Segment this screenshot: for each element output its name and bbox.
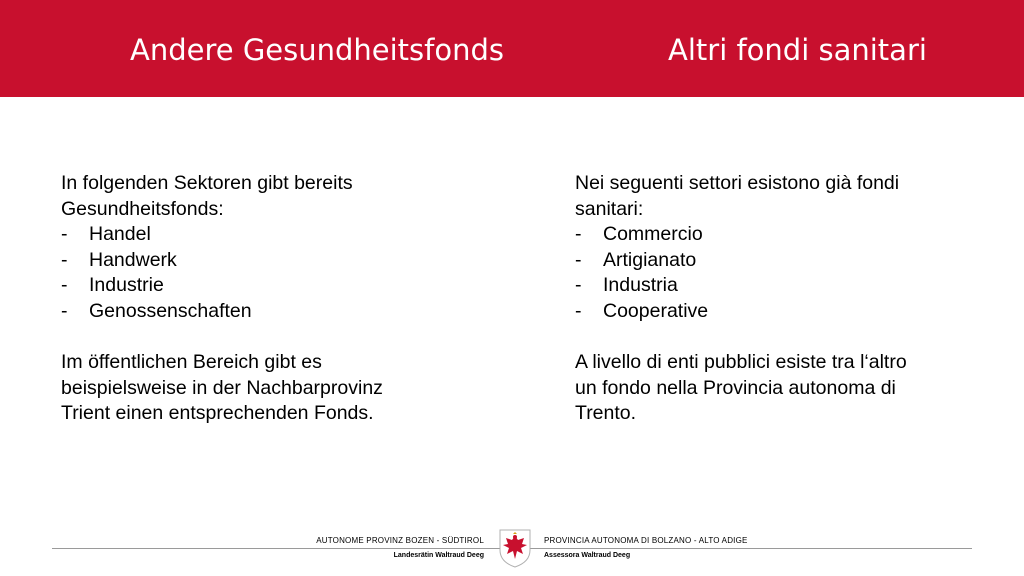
footer-province-german: AUTONOME PROVINZ BOZEN - SÜDTIROL bbox=[316, 536, 484, 545]
list-item: - Cooperative bbox=[575, 299, 709, 322]
german-column bbox=[61, 171, 383, 427]
list-item: - Handwerk bbox=[61, 248, 177, 271]
italian-sector-list bbox=[575, 222, 907, 324]
italian-paragraph-line-1: A livello di enti pubblici esiste tra l‘altro bbox=[575, 351, 907, 374]
list-item: - Industria bbox=[575, 274, 678, 297]
italian-intro-line-2: sanitari: bbox=[575, 197, 644, 220]
list-item: - Handel bbox=[61, 223, 151, 246]
german-paragraph-line-2: beispielsweise in der Nachbarprovinz bbox=[61, 376, 383, 399]
footer-councillor-german: Landesrätin Waltraud Deeg bbox=[393, 552, 484, 559]
german-intro-line-2: Gesundheitsfonds: bbox=[61, 197, 224, 220]
german-intro-line-1: In folgenden Sektoren gibt bereits bbox=[61, 172, 353, 194]
italian-paragraph-line-2: un fondo nella Provincia autonoma di bbox=[575, 376, 896, 399]
slide-title-german: Andere Gesundheitsfonds bbox=[130, 33, 505, 67]
list-item: - Artigianato bbox=[575, 248, 697, 271]
german-sector-list bbox=[61, 222, 383, 324]
eagle-crest-icon bbox=[498, 528, 532, 568]
slide-title-italian: Altri fondi sanitari bbox=[668, 33, 927, 67]
footer-province-italian: PROVINCIA AUTONOMA DI BOLZANO - ALTO ADIGE bbox=[544, 536, 748, 545]
footer-councillor-italian: Assessora Waltraud Deeg bbox=[544, 552, 631, 559]
german-paragraph-line-3: Trient einen entsprechenden Fonds. bbox=[61, 402, 374, 425]
list-item: - Commercio bbox=[575, 223, 703, 246]
list-item: - Industrie bbox=[61, 274, 164, 297]
italian-intro-line-1: Nei seguenti settori esistono già fondi bbox=[575, 172, 900, 194]
list-item: - Genossenschaften bbox=[61, 299, 252, 322]
italian-paragraph-line-3: Trento. bbox=[575, 402, 637, 425]
german-paragraph-line-1: Im öffentlichen Bereich gibt es bbox=[61, 351, 322, 374]
header-bar bbox=[0, 0, 1024, 97]
italian-column bbox=[575, 171, 907, 427]
